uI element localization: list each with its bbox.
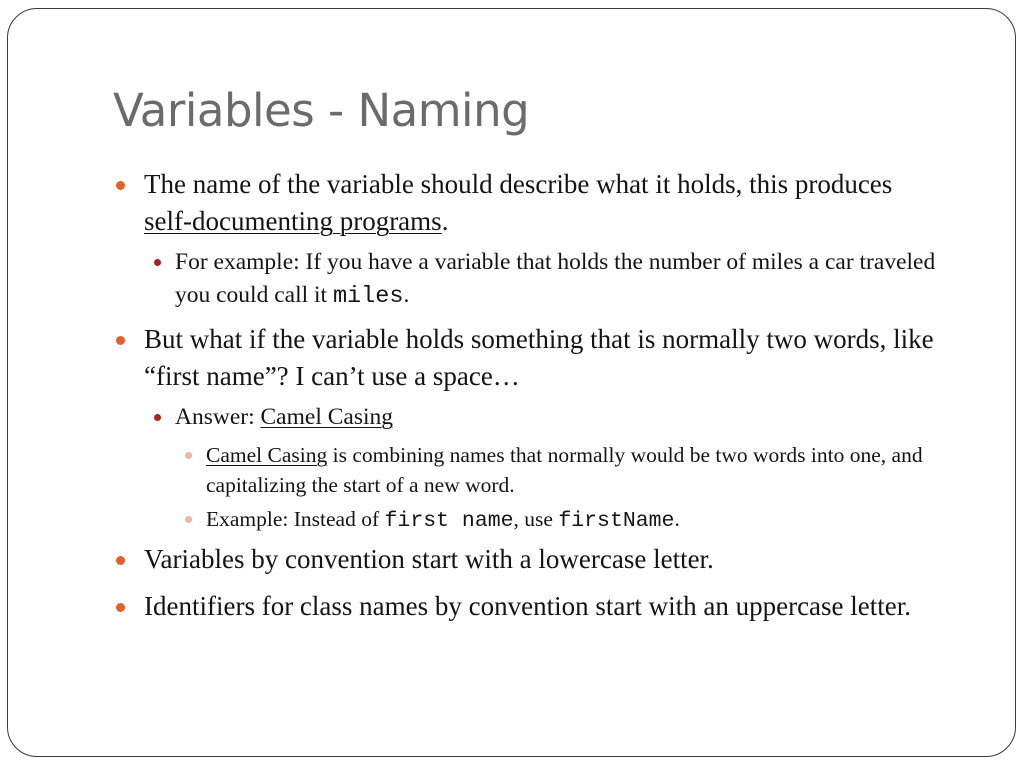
subbullet-answer [175,401,955,434]
bullet-dot-icon [116,556,125,565]
bullet-dot-icon [116,603,125,612]
subbullet-miles-example [175,246,955,313]
bullet-self-documenting [144,166,944,240]
camel-casing-term: Camel Casing [206,443,328,467]
bullet-dot-icon [116,336,125,345]
bullet-text: But what if the variable holds something that is normally two words, like “first name”? I can’t use a space… [144,324,934,391]
slide-title: Variables - Naming [113,84,530,137]
bullet-text: Answer: [175,404,261,430]
bullet-text: For example: If you have a variable that holds the number of miles a car traveled you could call it [175,249,936,308]
camel-casing-term: Camel Casing [260,404,393,430]
bullet-text: is combining names that normally would be two words into one, and capitalizing the start of a new word. [206,443,923,497]
bullet-dot-icon [154,414,161,421]
bullet-lowercase-convention [144,541,944,578]
bullet-text: The name of the variable should describe what it holds, this produces [144,169,893,199]
bullet-text-end: . [403,282,410,308]
code-miles: miles [332,283,404,310]
code-firstname: firstName [558,509,675,533]
bullet-dot-icon [116,181,125,190]
bullet-uppercase-convention [144,588,944,625]
self-documenting-term: self-documenting programs [144,206,442,236]
code-first-name: first name [384,509,514,533]
bullet-text: Variables by convention start with a lowercase letter. [144,544,714,574]
bullet-dot-icon [185,452,192,459]
bullet-text: Example: Instead of [206,507,385,531]
subsubbullet-camel-definition [206,440,946,500]
bullet-two-words [144,321,944,395]
bullet-text-end: . [674,507,680,531]
bullet-text-mid: , use [513,507,559,531]
bullet-dot-icon [154,259,161,266]
bullet-dot-icon [185,516,192,523]
bullet-text-end: . [441,206,449,236]
subsubbullet-example [206,504,946,536]
bullet-text: Identifiers for class names by convention start with an uppercase letter. [144,591,911,621]
